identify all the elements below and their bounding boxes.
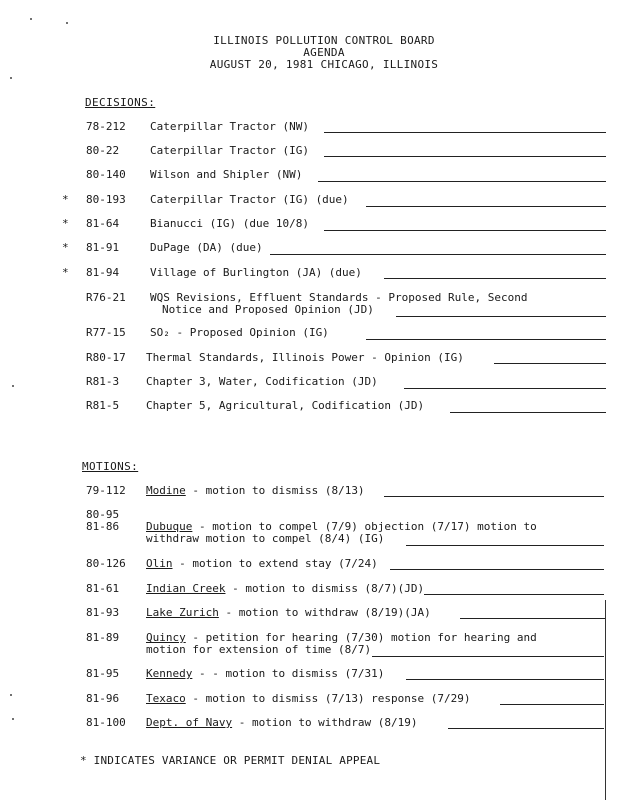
docket-number: 80-140 — [86, 168, 126, 181]
blank-line — [372, 656, 604, 657]
docket-number: 80-95 — [86, 508, 120, 521]
motions-heading: MOTIONS: — [82, 460, 139, 473]
decision-description: Chapter 3, Water, Codification (JD) — [146, 375, 378, 388]
blank-line — [404, 388, 606, 389]
docket-number: 81-61 — [86, 582, 120, 595]
docket-number: 79-112 — [86, 484, 126, 497]
decision-description: Thermal Standards, Illinois Power - Opinion (IG) — [146, 351, 464, 364]
docket-number: 81-91 — [86, 241, 120, 254]
party-name: Kennedy — [146, 667, 193, 680]
decisions-heading: DECISIONS: — [85, 96, 156, 109]
docket-number: R76-21 — [86, 291, 126, 304]
decision-description: Caterpillar Tractor (IG) — [150, 144, 309, 157]
docket-number: 81-93 — [86, 606, 120, 619]
blank-line — [390, 569, 604, 570]
blank-line — [406, 545, 604, 546]
motion-description: Texaco - motion to dismiss (7/13) response (7/29) — [146, 692, 471, 705]
party-name: Indian Creek — [146, 582, 226, 595]
scan-speck — [10, 77, 12, 79]
variance-marker: * — [62, 217, 69, 230]
party-name: Olin — [146, 557, 173, 570]
meeting-date-location: AUGUST 20, 1981 CHICAGO, ILLINOIS — [209, 58, 439, 71]
docket-number: 81-100 — [86, 716, 126, 729]
blank-line — [424, 594, 604, 595]
scan-speck — [10, 694, 12, 696]
scan-speck — [12, 718, 14, 720]
decision-description: WQS Revisions, Effluent Standards - Proposed Rule, Second — [150, 291, 528, 304]
docket-number: 80-126 — [86, 557, 126, 570]
scan-speck — [30, 18, 32, 20]
decision-description-cont: Notice and Proposed Opinion (JD) — [162, 303, 374, 316]
party-name: Dubuque — [146, 520, 193, 533]
motion-description-cont: withdraw motion to compel (8/4) (IG) — [146, 532, 385, 545]
motion-description: Lake Zurich - motion to withdraw (8/19)(JA) — [146, 606, 431, 619]
party-name: Quincy — [146, 631, 186, 644]
party-name: Dept. of Navy — [146, 716, 233, 729]
footnote: * INDICATES VARIANCE OR PERMIT DENIAL APPEAL — [80, 754, 381, 767]
docket-number: 81-94 — [86, 266, 120, 279]
scan-speck — [12, 385, 14, 387]
docket-number: R81-5 — [86, 399, 120, 412]
blank-line — [366, 206, 606, 207]
blank-line — [324, 132, 606, 133]
party-name: Modine — [146, 484, 186, 497]
docket-number: 81-95 — [86, 667, 120, 680]
scan-edge-line — [605, 600, 606, 800]
blank-line — [450, 412, 606, 413]
variance-marker: * — [62, 193, 69, 206]
agenda-title: AGENDA — [303, 46, 345, 59]
party-name: Texaco — [146, 692, 186, 705]
variance-marker: * — [62, 266, 69, 279]
blank-line — [448, 728, 604, 729]
decision-description: SO₂ - Proposed Opinion (IG) — [150, 326, 329, 339]
motion-description: Dept. of Navy - motion to withdraw (8/19) — [146, 716, 418, 729]
decision-description: Caterpillar Tractor (IG) (due) — [150, 193, 349, 206]
blank-line — [460, 618, 606, 619]
party-name: Lake Zurich — [146, 606, 219, 619]
docket-number: 80-193 — [86, 193, 126, 206]
blank-line — [494, 363, 606, 364]
decision-description: Chapter 5, Agricultural, Codification (JD) — [146, 399, 425, 412]
decision-description: Village of Burlington (JA) (due) — [150, 266, 362, 279]
docket-number: 81-86 — [86, 520, 120, 533]
blank-line — [366, 339, 606, 340]
decision-description: DuPage (DA) (due) — [150, 241, 263, 254]
docket-number: R80-17 — [86, 351, 126, 364]
decision-description: Wilson and Shipler (NW) — [150, 168, 303, 181]
blank-line — [500, 704, 604, 705]
docket-number: 81-96 — [86, 692, 120, 705]
blank-line — [270, 254, 606, 255]
motion-description-cont: motion for extension of time (8/7) — [146, 643, 372, 656]
blank-line — [384, 278, 606, 279]
motion-description: Quincy - petition for hearing (7/30) motion for hearing and — [146, 631, 537, 644]
board-title: ILLINOIS POLLUTION CONTROL BOARD — [213, 34, 435, 47]
motion-description: Indian Creek - motion to dismiss (8/7)(JD) — [146, 582, 425, 595]
agenda-header — [0, 35, 618, 71]
scan-speck — [66, 22, 68, 24]
motion-description: Modine - motion to dismiss (8/13) — [146, 484, 365, 497]
blank-line — [406, 679, 604, 680]
decision-description: Bianucci (IG) (due 10/8) — [150, 217, 309, 230]
blank-line — [396, 316, 606, 317]
docket-number: 81-89 — [86, 631, 120, 644]
motion-description: Kennedy - - motion to dismiss (7/31) — [146, 667, 385, 680]
blank-line — [318, 181, 606, 182]
blank-line — [384, 496, 604, 497]
blank-line — [324, 230, 606, 231]
motion-description: Dubuque - motion to compel (7/9) objection (7/17) motion to — [146, 520, 537, 533]
variance-marker: * — [62, 241, 69, 254]
motion-description: Olin - motion to extend stay (7/24) — [146, 557, 378, 570]
docket-number: 80-22 — [86, 144, 120, 157]
docket-number: R77-15 — [86, 326, 126, 339]
docket-number: 81-64 — [86, 217, 120, 230]
blank-line — [324, 156, 606, 157]
decision-description: Caterpillar Tractor (NW) — [150, 120, 309, 133]
docket-number: 78-212 — [86, 120, 126, 133]
docket-number: R81-3 — [86, 375, 120, 388]
